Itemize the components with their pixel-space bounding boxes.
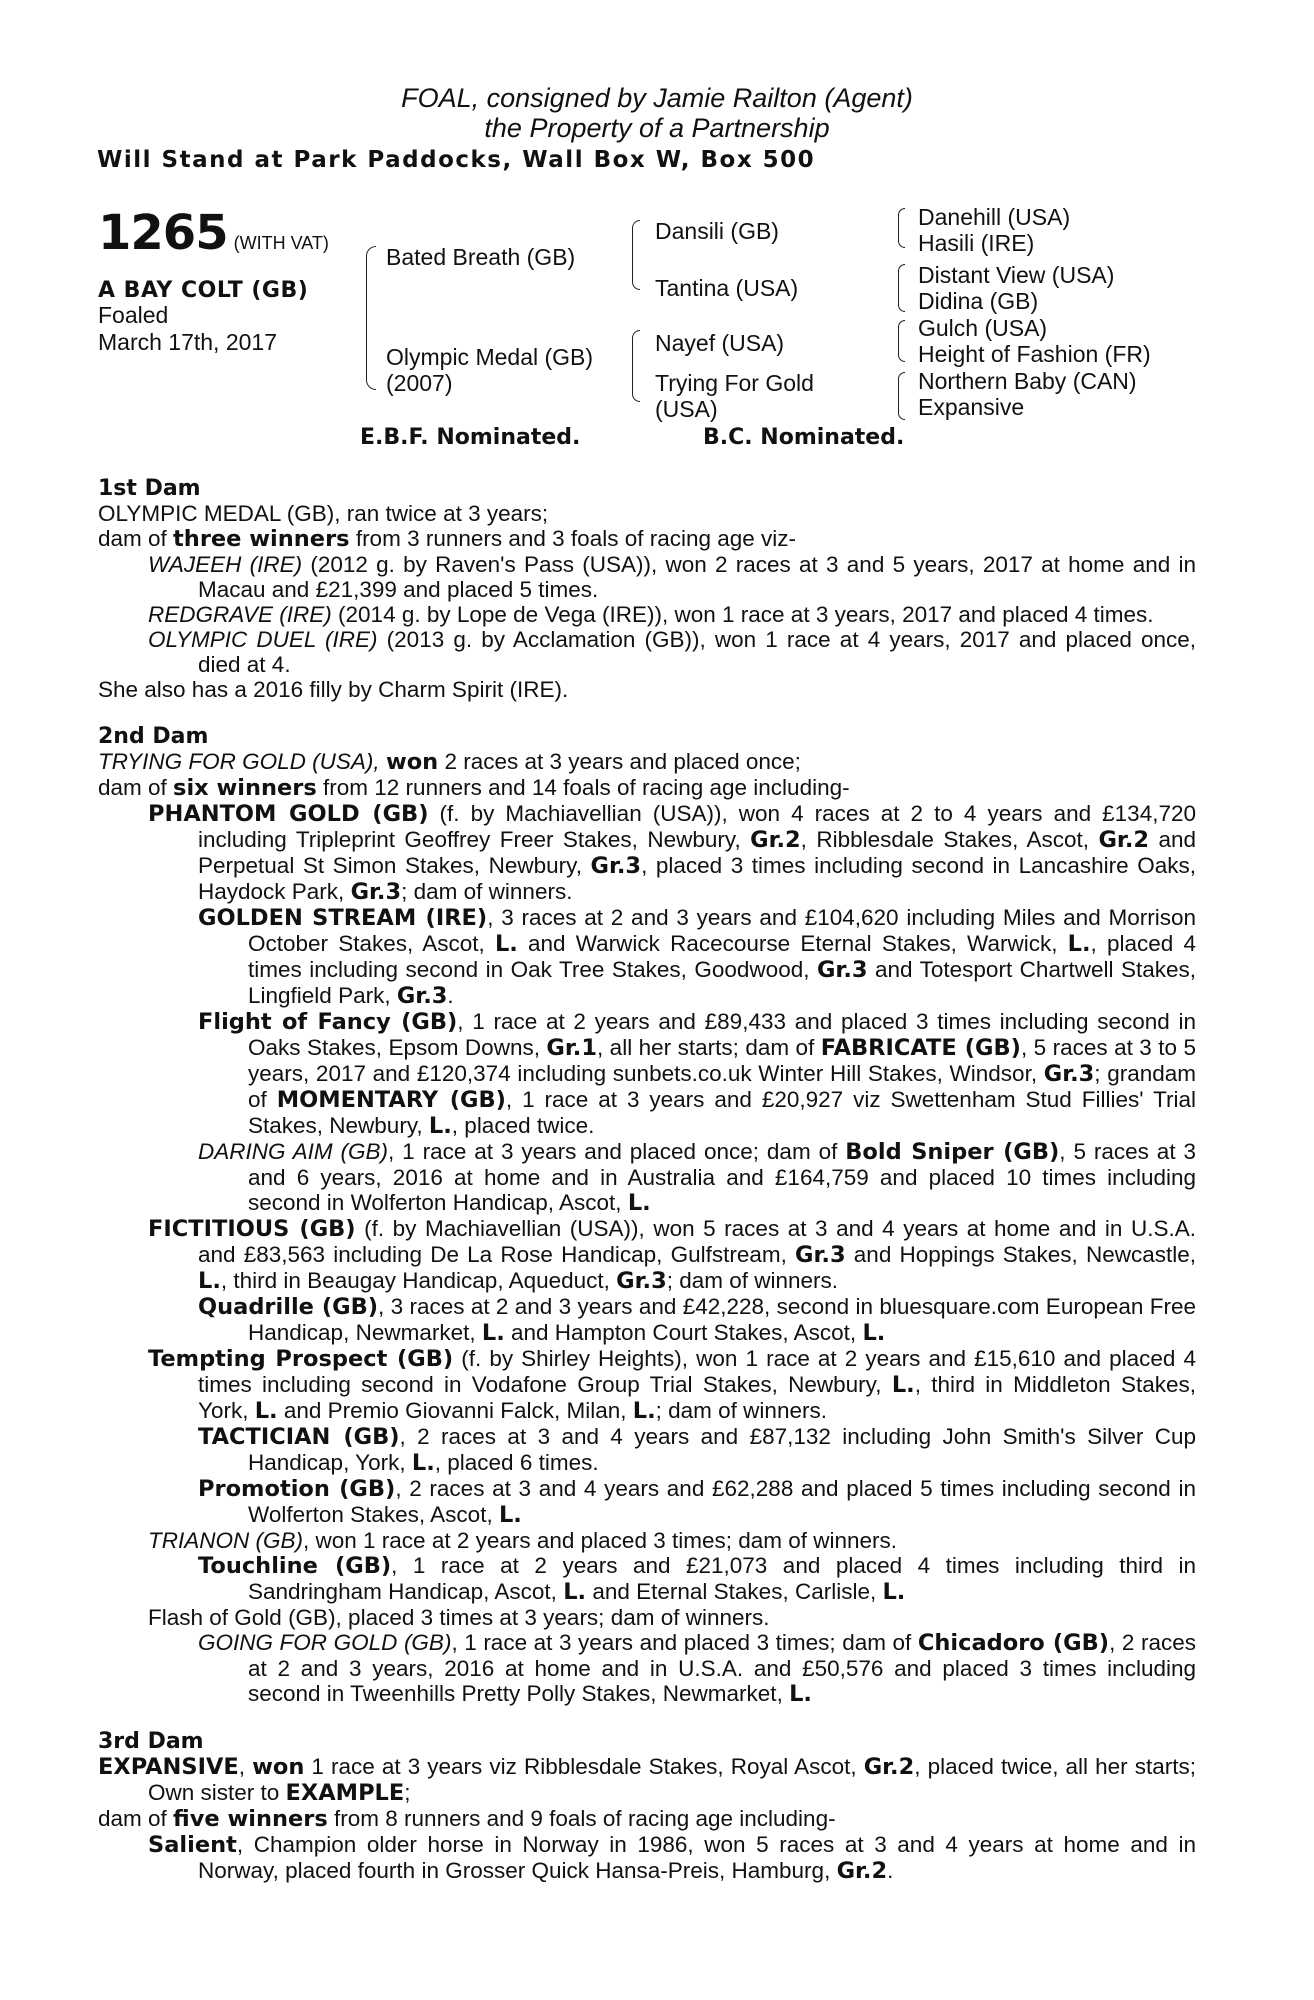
lot-number: 1265: [98, 205, 228, 261]
pedigree-brace: [898, 372, 905, 420]
third-dam-summary: dam of five winners from 8 runners and 9 foals of racing age including-: [98, 1806, 836, 1832]
first-dam-note: She also has a 2016 filly by Charm Spirit (IRE).: [98, 677, 569, 702]
first-dam-summary: dam of three winners from 3 runners and 3 foals of racing age viz-: [98, 526, 797, 552]
produce-entry: Touchline (GB), 1 race at 2 years and £21,073 and placed 4 times including third in Sandringham Handicap, Ascot, L. and Eternal Stakes, Carlisle, L.: [198, 1553, 1196, 1605]
produce-entry: OLYMPIC DUEL (IRE) (2013 g. by Acclamation (GB)), won 1 race at 4 years, 2017 and placed once, died at 4.: [148, 627, 1197, 677]
produce-entry: Flight of Fancy (GB), 1 race at 2 years and £89,433 and placed 3 times including second in Oaks Stakes, Epsom Downs, Gr.1, all her starts; dam of FABRICATE (GB), 5 races at 3 to 5 years, 2017 and £120,374 including sunbets.co.uk Winter Hill Stakes, Windsor, Gr.3; grandam of MOMENTARY (GB), 1 race at 3 years and £20,927 viz Swettenham Stud Fillies' Trial Stakes, Newbury, L., placed twice.: [198, 1009, 1197, 1139]
third-dam-line: EXPANSIVE, won 1 race at 3 years viz Ribblesdale Stakes, Royal Ascot, Gr.2, placed twice, all her starts; Own sister to EXAMPLE;: [98, 1754, 1196, 1806]
pedigree-brace: [898, 208, 905, 248]
second-dam-title: 2nd Dam: [98, 724, 209, 749]
pedigree-brace: [366, 246, 376, 390]
vat-label: (WITH VAT): [233, 233, 329, 253]
ancestor: Danehill (USA): [918, 204, 1071, 230]
produce-entry: DARING AIM (GB), 1 race at 3 years and placed once; dam of Bold Sniper (GB), 5 races at 3 and 6 years, 2016 at home and in Australia and £164,759 and placed 10 times including second in Wolferton Handicap, Ascot, L.: [198, 1139, 1196, 1216]
produce-entry: Promotion (GB), 2 races at 3 and 4 years and £62,288 and placed 5 times including second in Wolferton Stakes, Ascot, L.: [198, 1476, 1196, 1528]
first-dam-title: 1st Dam: [98, 476, 201, 501]
pedigree-brace: [898, 320, 905, 362]
produce-entry: GOING FOR GOLD (GB), 1 race at 3 years and placed 3 times; dam of Chicadoro (GB), 2 races at 2 and 3 years, 2016 at home and in U.S.A. and £50,576 and placed 3 times including second in Tweenhills Pretty Polly Stakes, Newmarket, L.: [198, 1630, 1196, 1707]
produce-entry: Flash of Gold (GB), placed 3 times at 3 years; dam of winners.: [148, 1605, 770, 1630]
dam: Olympic Medal (GB): [386, 344, 594, 370]
dam-sire: Nayef (USA): [655, 330, 785, 356]
produce-entry: TRIANON (GB), won 1 race at 2 years and placed 3 times; dam of winners.: [148, 1528, 898, 1553]
ebf-nomination: E.B.F. Nominated.: [360, 425, 581, 450]
first-dam-produce: [98, 552, 1196, 677]
dam-details: [98, 476, 1196, 1884]
dam-dam-country: (USA): [655, 396, 718, 422]
pedigree-brace: [632, 330, 640, 402]
sire-sire: Dansili (GB): [655, 218, 779, 244]
second-dam-line: TRYING FOR GOLD (USA), won 2 races at 3 years and placed once;: [98, 749, 801, 775]
produce-entry: GOLDEN STREAM (IRE), 3 races at 2 and 3 years and £104,620 including Miles and Morrison October Stakes, Ascot, L. and Warwick Racecourse Eternal Stakes, Warwick, L., placed 4 times including second in Oak Tree Stakes, Goodwood, Gr.3 and Totesport Chartwell Stakes, Lingfield Park, Gr.3.: [198, 905, 1196, 1009]
second-dam-summary: dam of six winners from 12 runners and 14 foals of racing age including-: [98, 775, 850, 801]
ancestor: Height of Fashion (FR): [918, 341, 1151, 367]
foaled-label: Foaled: [98, 302, 169, 328]
ancestor: Expansive: [918, 394, 1025, 420]
second-dam-produce: [98, 801, 1196, 1707]
produce-entry: Salient, Champion older horse in Norway in 1986, won 5 races at 3 and 4 years at home and in Norway, placed fourth in Grosser Quick Hansa-Preis, Hamburg, Gr.2.: [148, 1832, 1196, 1884]
stand-line: Will Stand at Park Paddocks, Wall Box W, Box 500: [97, 147, 816, 173]
pedigree-brace: [898, 264, 905, 312]
foaled-date: March 17th, 2017: [98, 329, 278, 355]
sire: Bated Breath (GB): [386, 244, 576, 270]
ancestor: Hasili (IRE): [918, 230, 1035, 256]
produce-entry: Tempting Prospect (GB) (f. by Shirley Heights), won 1 race at 2 years and £15,610 and placed 4 times including second in Vodafone Group Trial Stakes, Newbury, L., third in Middleton Stakes, York, L. and Premio Giovanni Falck, Milan, L.; dam of winners.: [148, 1346, 1196, 1424]
dam-dam: Trying For Gold: [655, 370, 814, 396]
sire-dam: Tantina (USA): [655, 275, 799, 301]
produce-entry: TACTICIAN (GB), 2 races at 3 and 4 years and £87,132 including John Smith's Silver Cup Handicap, York, L., placed 6 times.: [198, 1424, 1196, 1476]
consignor-line: FOAL, consigned by Jamie Railton (Agent): [401, 83, 913, 113]
produce-entry: WAJEEH (IRE) (2012 g. by Raven's Pass (USA)), won 2 races at 3 and 5 years, 2017 at home and in Macau and £21,399 and placed 5 times.: [148, 552, 1196, 602]
third-dam-title: 3rd Dam: [98, 1729, 204, 1754]
first-dam-line: OLYMPIC MEDAL (GB), ran twice at 3 years;: [98, 501, 549, 526]
third-dam-produce: [98, 1832, 1196, 1884]
property-line: the Property of a Partnership: [484, 113, 830, 143]
produce-entry: Quadrille (GB), 3 races at 2 and 3 years and £42,228, second in bluesquare.com European Free Handicap, Newmarket, L. and Hampton Court Stakes, Ascot, L.: [198, 1294, 1196, 1346]
lot-header: [98, 205, 329, 261]
bc-nomination: B.C. Nominated.: [703, 425, 905, 450]
pedigree-brace: [632, 220, 640, 290]
lot-title: A BAY COLT (GB): [98, 278, 309, 303]
produce-entry: REDGRAVE (IRE) (2014 g. by Lope de Vega (IRE)), won 1 race at 3 years, 2017 and placed 4 times.: [148, 602, 1154, 627]
ancestor: Didina (GB): [918, 288, 1039, 314]
produce-entry: PHANTOM GOLD (GB) (f. by Machiavellian (USA)), won 4 races at 2 to 4 years and £134,720 including Tripleprint Geoffrey Freer Stakes, Newbury, Gr.2, Ribblesdale Stakes, Ascot, Gr.2 and Perpetual St Simon Stakes, Newbury, Gr.3, placed 3 times including second in Lancashire Oaks, Haydock Park, Gr.3; dam of winners.: [148, 801, 1196, 905]
produce-entry: FICTITIOUS (GB) (f. by Machiavellian (USA)), won 5 races at 3 and 4 years at home and in U.S.A. and £83,563 including De La Rose Handicap, Gulfstream, Gr.3 and Hoppings Stakes, Newcastle, L., third in Beaugay Handicap, Aqueduct, Gr.3; dam of winners.: [148, 1216, 1197, 1294]
dam-year: (2007): [386, 370, 453, 396]
ancestor: Northern Baby (CAN): [918, 368, 1137, 394]
ancestor: Gulch (USA): [918, 315, 1048, 341]
ancestor: Distant View (USA): [918, 262, 1115, 288]
